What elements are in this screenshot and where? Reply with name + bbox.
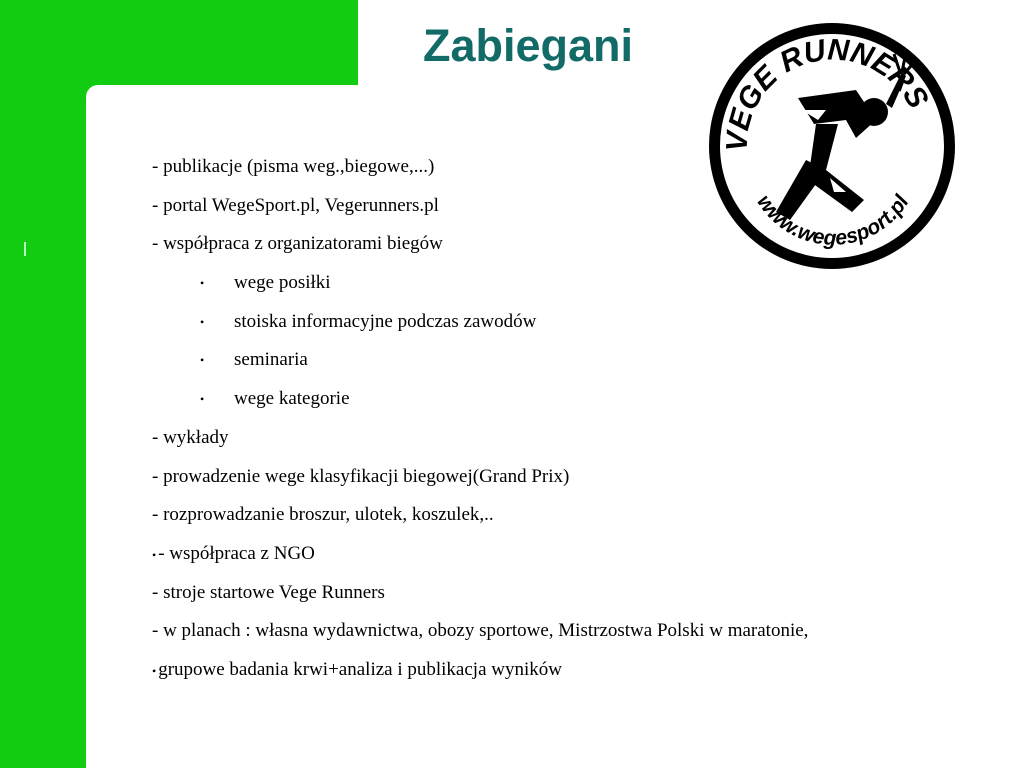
content-list [152,148,992,690]
list-item [152,380,992,419]
slide-title: Zabiegani [422,20,634,71]
list-item-text: grupowe badania krwi+analiza i publikacja wyników [158,658,562,680]
bullet-icon: • [200,392,205,407]
bullet-icon: • [200,353,205,368]
list-item [152,458,992,497]
list-item-text: - publikacje (pisma weg.,biegowe,...) [152,156,435,177]
list-item-text: seminaria [234,349,308,371]
list-item [152,303,992,342]
bullet-icon: • [152,547,157,562]
list-item-text: - współpraca z NGO [158,542,315,564]
list-item-text: stoiska informacyjne podczas zawodów [234,310,537,332]
list-item [152,225,992,264]
decorative-tick [24,242,26,256]
list-item [152,264,992,303]
list-item-text: - portal WegeSport.pl, Vegerunners.pl [152,194,439,216]
bullet-icon: • [200,276,205,291]
bullet-icon: • [200,314,205,329]
list-item-text: - współpraca z organizatorami biegów [152,233,443,255]
list-item [152,574,992,613]
list-item-text: wege posiłki [234,272,331,294]
list-item [152,651,992,690]
list-item-text: - rozprowadzanie broszur, ulotek, koszulek,.. [152,504,494,526]
list-item-text: - w planach : własna wydawnictwa, obozy sportowe, Mistrzostwa Polski w maratonie, [152,620,809,642]
logo-bottom-text: www.wegesport.pl [752,190,914,250]
list-item [152,612,992,651]
list-item-text: - wykłady [152,426,229,448]
list-item [152,535,992,574]
list-item-text: wege kategorie [234,388,350,410]
list-item [152,496,992,535]
bullet-icon: • [152,663,157,678]
list-item [152,148,992,187]
list-item [152,419,992,458]
list-item [152,187,992,226]
list-item-text: - prowadzenie wege klasyfikacji biegowej(Grand Prix) [152,465,570,487]
green-left-strip [0,0,86,768]
list-item-text: - stroje startowe Vege Runners [152,581,385,603]
logo-top-text: VEGE RUNNERS [720,33,935,153]
list-item [152,341,992,380]
